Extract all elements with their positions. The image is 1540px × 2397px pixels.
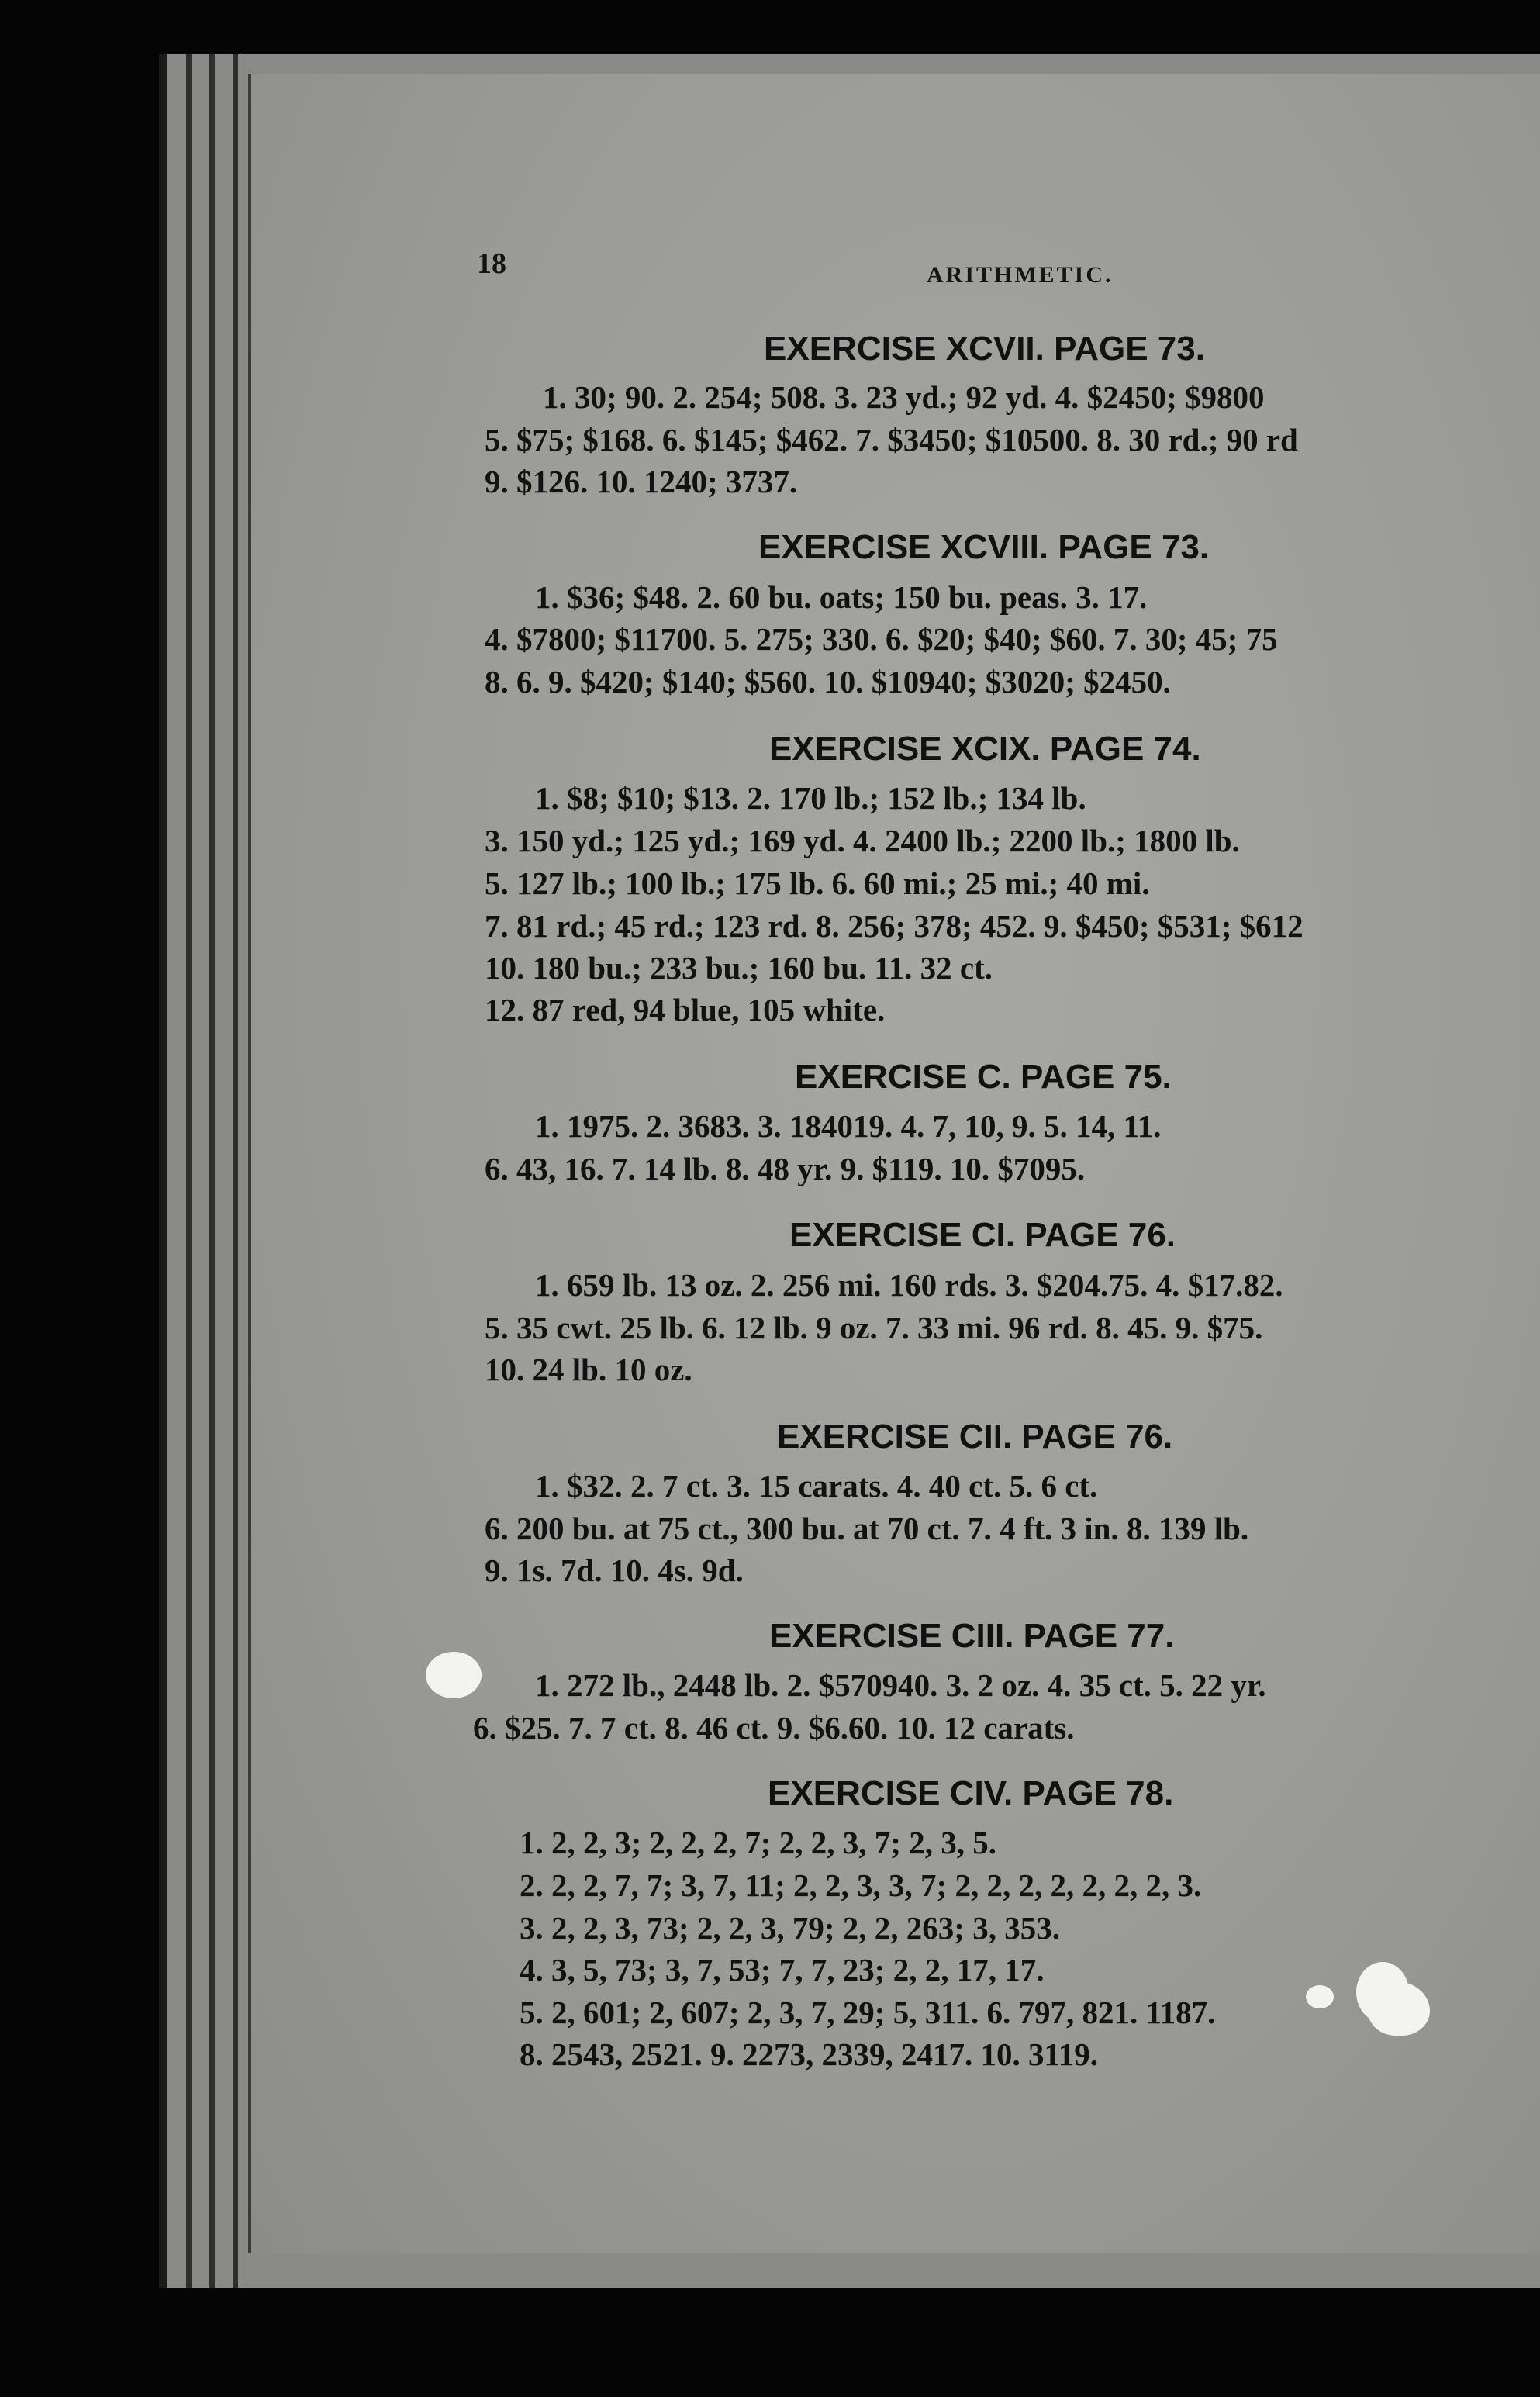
- answer-line: 1. 30; 90. 2. 254; 508. 3. 23 yd.; 92 yd. 4. $2450; $9800: [543, 379, 1265, 415]
- answer-line: 1. 1975. 2. 3683. 3. 184019. 4. 7, 10, 9. 5. 14, 11.: [535, 1108, 1162, 1144]
- answer-line: 6. 200 bu. at 75 ct., 300 bu. at 70 ct. 7. 4 ft. 3 in. 8. 139 lb.: [485, 1511, 1249, 1546]
- running-title: ARITHMETIC.: [927, 262, 1114, 288]
- answer-line: 1. 2, 2, 3; 2, 2, 2, 7; 2, 2, 3, 7; 2, 3, 5.: [520, 1825, 996, 1860]
- answer-line: 7. 81 rd.; 45 rd.; 123 rd. 8. 256; 378; 452. 9. $450; $531; $612: [485, 908, 1303, 944]
- answer-line: 6. $25. 7. 7 ct. 8. 46 ct. 9. $6.60. 10. 12 carats.: [473, 1710, 1075, 1746]
- answer-line: 5. 35 cwt. 25 lb. 6. 12 lb. 9 oz. 7. 33 mi. 96 rd. 8. 45. 9. $75.: [485, 1310, 1263, 1345]
- exercise-title: EXERCISE XCVII. PAGE 73.: [764, 330, 1205, 368]
- page-edge: [233, 54, 238, 2288]
- answer-line: 9. 1s. 7d. 10. 4s. 9d.: [485, 1553, 744, 1588]
- answer-line: 1. $8; $10; $13. 2. 170 lb.; 152 lb.; 134 lb.: [535, 780, 1086, 816]
- answer-line: 1. $32. 2. 7 ct. 3. 15 carats. 4. 40 ct. 5. 6 ct.: [535, 1468, 1098, 1504]
- answer-line: 3. 150 yd.; 125 yd.; 169 yd. 4. 2400 lb.; 2200 lb.; 1800 lb.: [485, 823, 1240, 858]
- answer-line: 5. $75; $168. 6. $145; $462. 7. $3450; $10500. 8. 30 rd.; 90 rd: [485, 422, 1298, 458]
- answer-line: 2. 2, 2, 7, 7; 3, 7, 11; 2, 2, 3, 3, 7; 2, 2, 2, 2, 2, 2, 2, 3.: [520, 1867, 1202, 1903]
- answer-line: 4. $7800; $11700. 5. 275; 330. 6. $20; $40; $60. 7. 30; 45; 75: [485, 621, 1278, 657]
- exercise-title: EXERCISE C. PAGE 75.: [795, 1058, 1172, 1096]
- answer-line: 5. 127 lb.; 100 lb.; 175 lb. 6. 60 mi.; 25 mi.; 40 mi.: [485, 865, 1150, 901]
- exercise-title: EXERCISE XCVIII. PAGE 73.: [758, 528, 1210, 566]
- exercise-title: EXERCISE CIV. PAGE 78.: [768, 1774, 1174, 1812]
- paper-damage-spot: [1368, 1981, 1430, 2036]
- answer-line: 10. 24 lb. 10 oz.: [485, 1352, 692, 1387]
- paper-damage-spot: [1306, 1985, 1334, 2008]
- answer-line: 1. 272 lb., 2448 lb. 2. $570940. 3. 2 oz. 4. 35 ct. 5. 22 yr.: [535, 1667, 1266, 1703]
- answer-line: 5. 2, 601; 2, 607; 2, 3, 7, 29; 5, 311. 6. 797, 821. 1187.: [520, 1995, 1216, 2030]
- exercise-title: EXERCISE CI. PAGE 76.: [789, 1216, 1176, 1254]
- answer-line: 4. 3, 5, 73; 3, 7, 53; 7, 7, 23; 2, 2, 17, 17.: [520, 1952, 1045, 1988]
- answer-line: 1. $36; $48. 2. 60 bu. oats; 150 bu. peas. 3. 17.: [535, 579, 1148, 615]
- answer-line: 3. 2, 2, 3, 73; 2, 2, 3, 79; 2, 2, 263; 3, 353.: [520, 1910, 1060, 1946]
- page-number: 18: [477, 247, 506, 280]
- page-edge: [186, 54, 192, 2288]
- answer-line: 1. 659 lb. 13 oz. 2. 256 mi. 160 rds. 3. $204.75. 4. $17.82.: [535, 1267, 1283, 1303]
- exercise-title: EXERCISE CII. PAGE 76.: [777, 1418, 1173, 1456]
- answer-line: 6. 43, 16. 7. 14 lb. 8. 48 yr. 9. $119. 10. $7095.: [485, 1151, 1086, 1186]
- answer-line: 8. 2543, 2521. 9. 2273, 2339, 2417. 10. 3119.: [520, 2036, 1098, 2072]
- answer-line: 9. $126. 10. 1240; 3737.: [485, 464, 798, 499]
- paper-damage-spot: [426, 1652, 482, 1698]
- page-edge: [209, 54, 215, 2288]
- answer-line: 10. 180 bu.; 233 bu.; 160 bu. 11. 32 ct.: [485, 950, 993, 986]
- answer-line: 12. 87 red, 94 blue, 105 white.: [485, 992, 886, 1028]
- exercise-title: EXERCISE XCIX. PAGE 74.: [769, 730, 1201, 768]
- answer-line: 8. 6. 9. $420; $140; $560. 10. $10940; $3020; $2450.: [485, 664, 1171, 699]
- exercise-title: EXERCISE CIII. PAGE 77.: [769, 1617, 1175, 1655]
